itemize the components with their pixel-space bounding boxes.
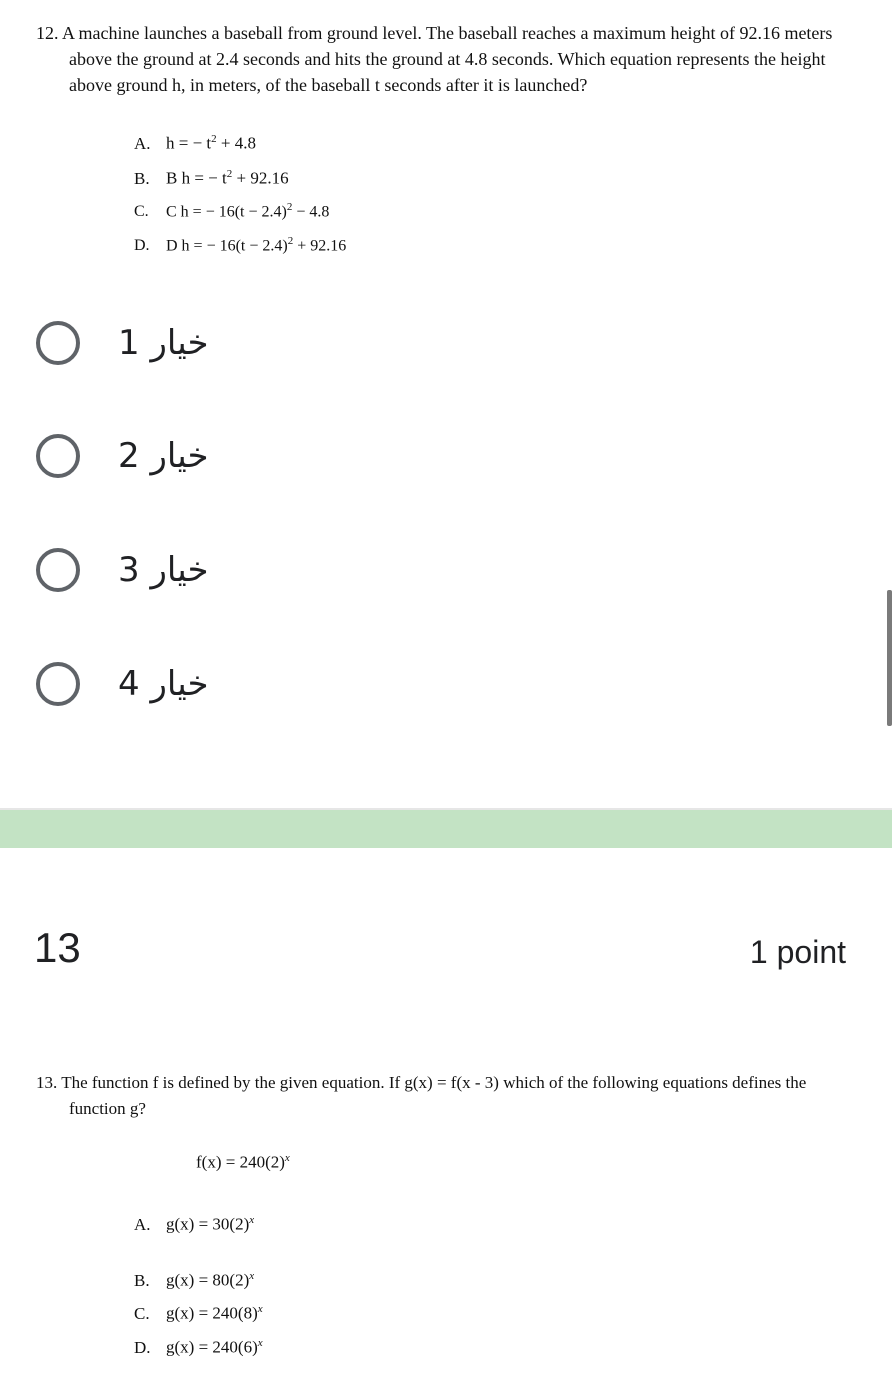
q13-given-lhs: f(x) = 240(2): [196, 1152, 285, 1172]
q12-choice-d: [134, 235, 346, 255]
q12-choice-d-lhs: D h = − 16(t − 2.4): [166, 237, 288, 255]
q13-choice-b-lhs: g(x) = 80(2): [166, 1270, 250, 1290]
question-number: 13: [34, 924, 81, 971]
option-4[interactable]: [36, 656, 276, 712]
scrollbar[interactable]: [887, 590, 892, 726]
q13-choice-b-letter: B.: [134, 1270, 150, 1290]
q13-choice-a-exp: x: [249, 1214, 255, 1226]
q13-choice-b: [134, 1270, 254, 1291]
q13-choice-c-lhs: g(x) = 240(8): [166, 1303, 258, 1323]
q12-choice-c-lhs: C h = − 16(t − 2.4): [166, 203, 287, 221]
q12-choice-a-exp: 2: [211, 133, 217, 145]
q13-choice-a: [134, 1214, 254, 1235]
question-12-image: [36, 20, 856, 98]
q13-choice-c: [134, 1303, 263, 1324]
option-1-label: خيار 1: [118, 323, 209, 363]
option-1[interactable]: [36, 315, 276, 371]
question-points: 1 point: [749, 934, 846, 970]
q13-choice-d-exp: x: [257, 1337, 263, 1349]
option-2-label: خيار 2: [118, 436, 209, 476]
q13-choice-b-exp: x: [249, 1270, 255, 1282]
option-3-radio[interactable]: [36, 548, 80, 592]
question-12-text: 12. A machine launches a baseball from ground level. The baseball reaches a maximum height of 92.16 meters above the ground at 2.4 seconds and hits the ground at 4.8 seconds. Which equation represents the height above ground h, in meters, of the baseball t seconds after it is launched?: [36, 23, 833, 95]
q12-choice-c-letter: C.: [134, 203, 149, 221]
q12-choice-d-letter: D.: [134, 237, 150, 255]
q13-choice-d: [134, 1337, 263, 1358]
option-2-radio[interactable]: [36, 434, 80, 478]
q13-given-equation: [196, 1152, 290, 1173]
q13-given-exp: x: [284, 1152, 290, 1164]
option-1-radio[interactable]: [36, 321, 80, 365]
q12-choice-d-rhs: + 92.16: [293, 237, 347, 255]
q13-choice-d-letter: D.: [134, 1337, 151, 1357]
q12-choice-b-letter: B.: [134, 168, 150, 188]
q12-choice-a-letter: A.: [134, 133, 151, 153]
q13-choice-c-letter: C.: [134, 1303, 150, 1323]
question-13-text: 13. The function f is defined by the given equation. If g(x) = f(x - 3) which of the following equations defines the function g?: [36, 1073, 807, 1118]
section-divider: [0, 810, 892, 848]
question-13-image: [36, 1070, 856, 1122]
q12-choice-c: [134, 201, 329, 221]
q12-choice-a: [134, 133, 256, 154]
option-4-radio[interactable]: [36, 662, 80, 706]
q12-choice-a-rhs: + 4.8: [216, 133, 256, 153]
option-3[interactable]: [36, 542, 276, 598]
q12-choice-a-lhs: h = − t: [166, 133, 212, 153]
q12-choice-b-rhs: + 92.16: [232, 168, 289, 188]
q12-choice-b-lhs: B h = − t: [166, 168, 227, 188]
q12-choice-d-exp: 2: [287, 235, 294, 247]
q13-choice-d-lhs: g(x) = 240(6): [166, 1337, 258, 1357]
q12-choice-c-exp: 2: [286, 201, 293, 213]
option-3-label: خيار 3: [118, 550, 209, 590]
q12-choice-b-exp: 2: [226, 168, 233, 180]
q13-choice-a-lhs: g(x) = 30(2): [166, 1214, 250, 1234]
q12-choice-c-rhs: − 4.8: [292, 203, 330, 221]
option-2[interactable]: [36, 428, 276, 484]
q13-choice-a-letter: A.: [134, 1214, 151, 1234]
q12-choice-b: [134, 168, 289, 189]
q13-choice-c-exp: x: [257, 1303, 263, 1315]
option-4-label: خيار 4: [118, 664, 209, 704]
